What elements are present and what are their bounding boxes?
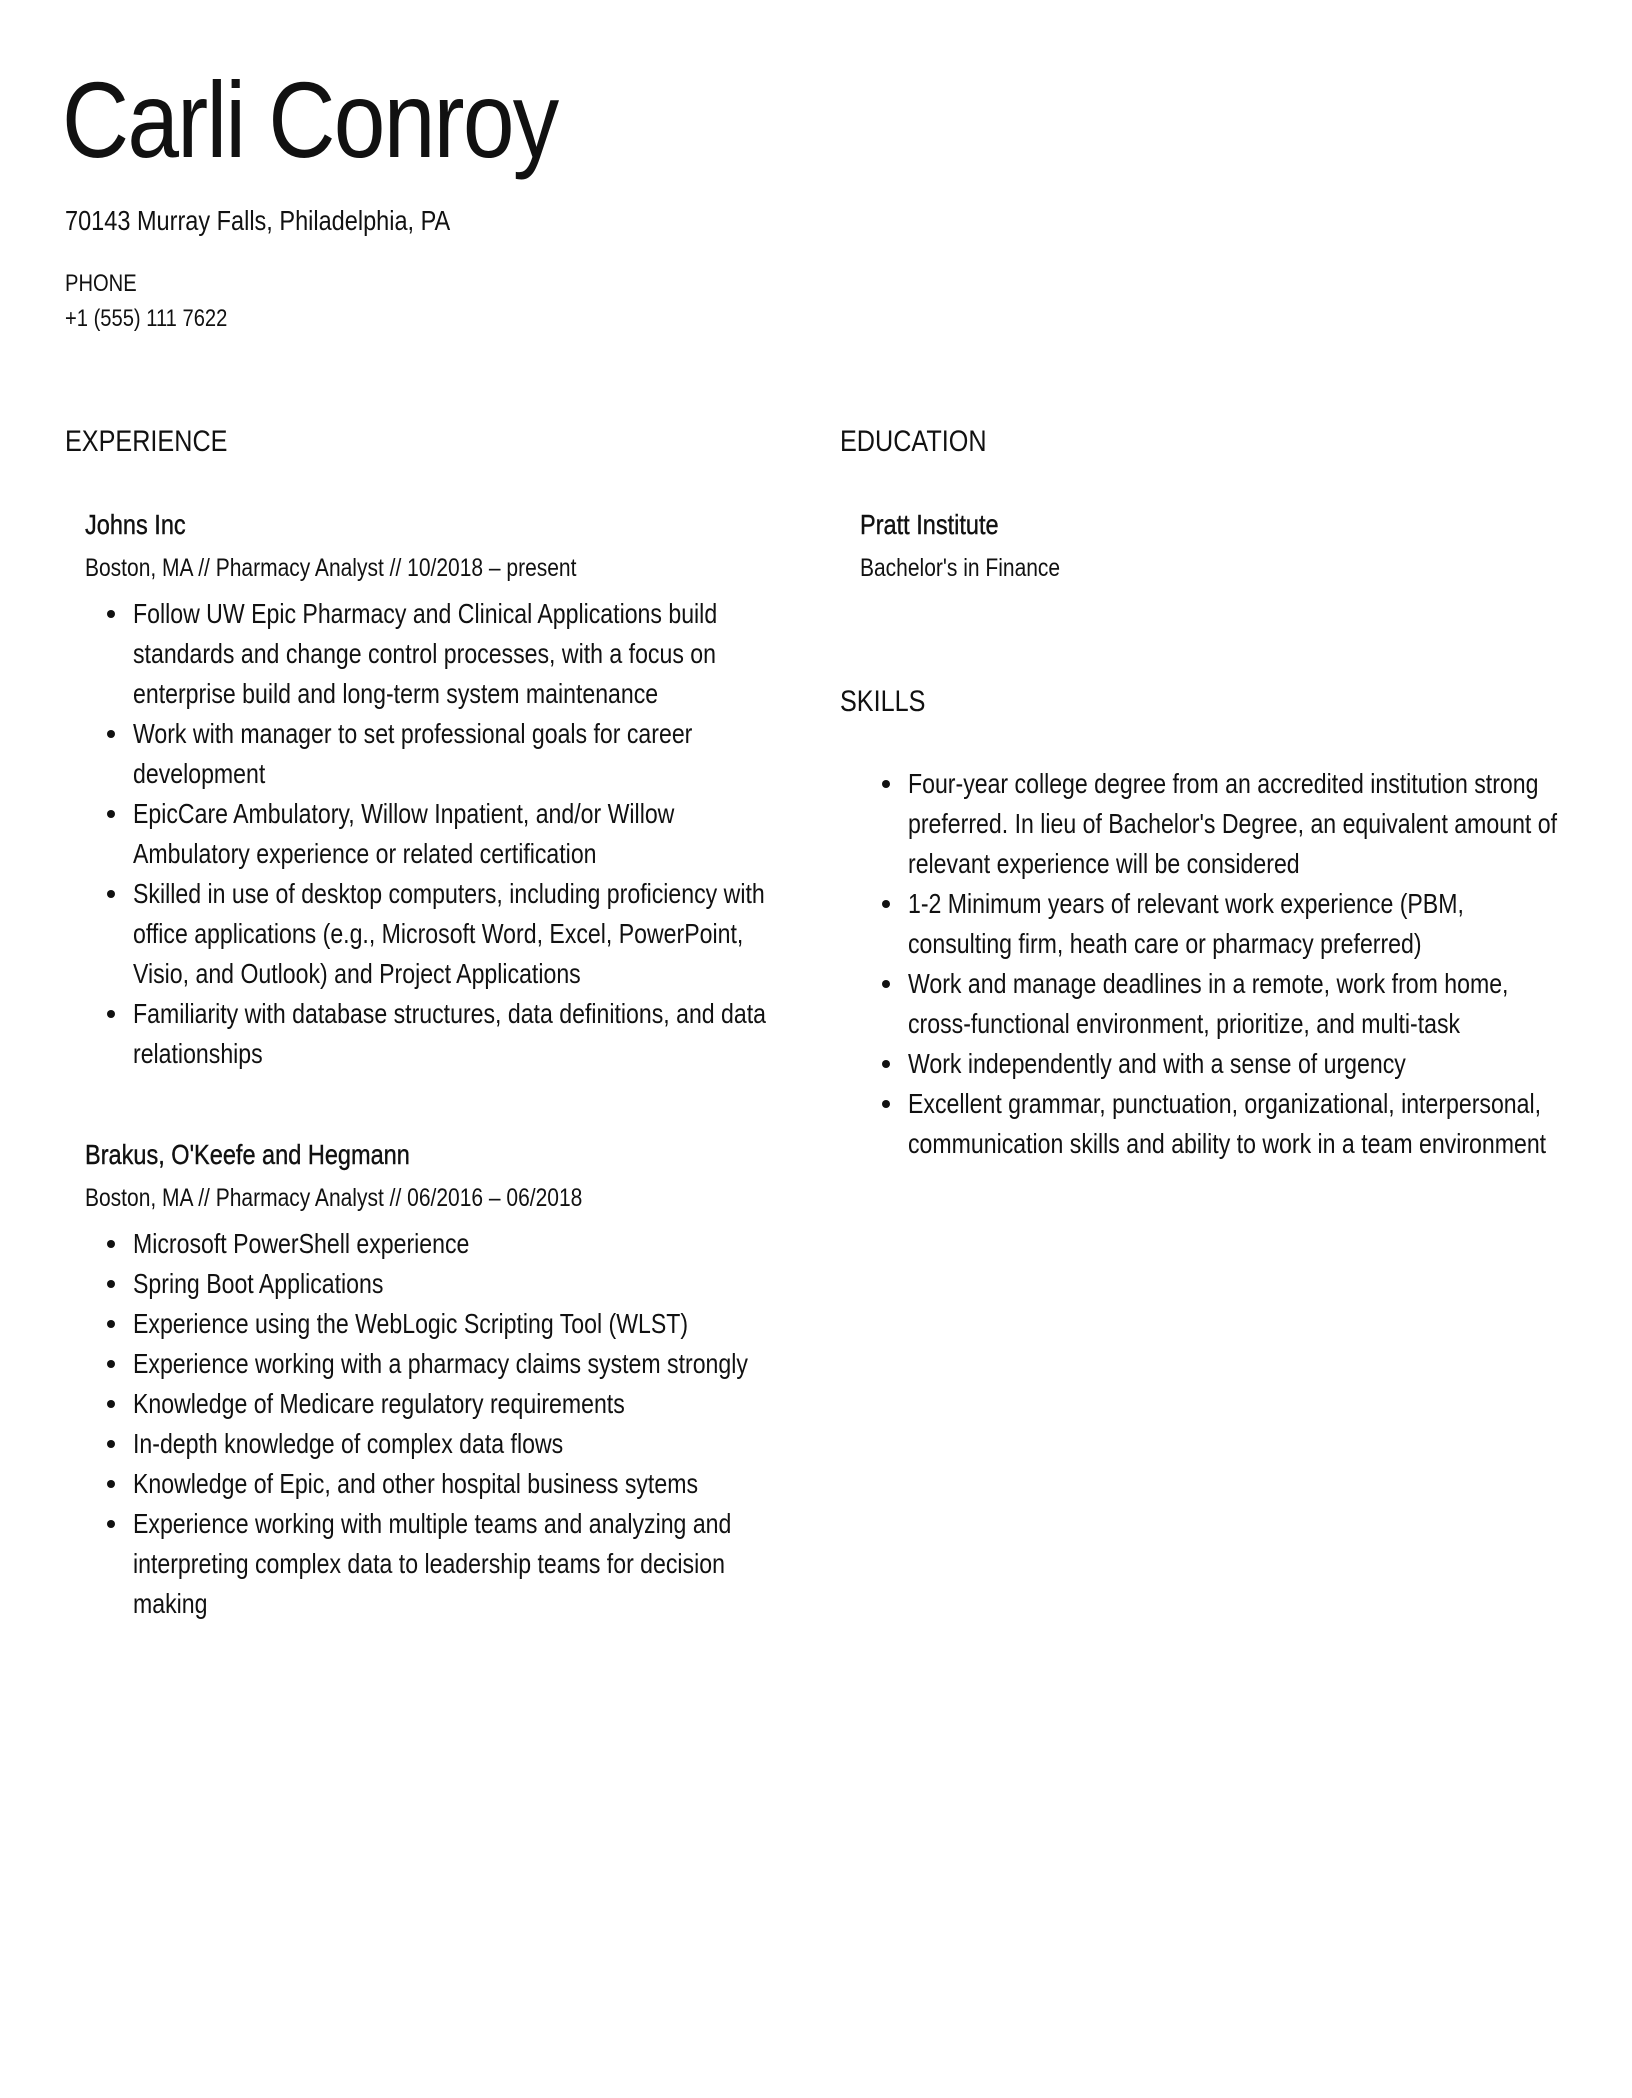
bullet-item: Work with manager to set professional goals for career development — [133, 714, 795, 794]
bullet-icon — [107, 610, 115, 618]
bullet-item: Follow UW Epic Pharmacy and Clinical Applications build standards and change control processes, with a focus on enterprise build and long-term system maintenance — [133, 594, 795, 714]
bullet-item: In-depth knowledge of complex data flows — [133, 1424, 795, 1464]
candidate-name: Carli Conroy — [62, 59, 558, 180]
job-company: Brakus, O'Keefe and Hegmann — [85, 1139, 410, 1170]
bullet-icon — [882, 780, 890, 788]
skills-list — [908, 764, 1568, 1164]
bullet-item: Knowledge of Medicare regulatory requirements — [133, 1384, 795, 1424]
bullet-item: Skilled in use of desktop computers, including proficiency with office applications (e.g., Microsoft Word, Excel, PowerPoint, Visio, and Outlook) and Project Applications — [133, 874, 795, 994]
experience-heading: EXPERIENCE — [65, 425, 228, 458]
bullet-icon — [107, 1400, 115, 1408]
bullet-icon — [107, 1320, 115, 1328]
bullet-icon — [107, 1480, 115, 1488]
job-meta: Boston, MA // Pharmacy Analyst // 06/2016 – 06/2018 — [85, 1184, 583, 1212]
bullet-icon — [107, 1440, 115, 1448]
bullet-item: Experience working with a pharmacy claims system strongly — [133, 1344, 795, 1384]
bullet-icon — [107, 810, 115, 818]
phone-number: +1 (555) 111 7622 — [65, 305, 228, 332]
bullet-icon — [107, 890, 115, 898]
bullet-item: Knowledge of Epic, and other hospital business sytems — [133, 1464, 795, 1504]
skill-item: Four-year college degree from an accredited institution strong preferred. In lieu of Bachelor's Degree, an equivalent amount of relevant experience will be considered — [908, 764, 1568, 884]
job-entry — [85, 508, 795, 1074]
bullet-item: Experience working with multiple teams and analyzing and interpreting complex data to leadership teams for decision making — [133, 1504, 795, 1624]
bullet-icon — [882, 900, 890, 908]
skill-item: Excellent grammar, punctuation, organizational, interpersonal, communication skills and ability to work in a team environment — [908, 1084, 1568, 1164]
phone-label: PHONE — [65, 270, 137, 297]
job-bullets — [133, 1224, 795, 1624]
bullet-item: Familiarity with database structures, data definitions, and data relationships — [133, 994, 795, 1074]
address: 70143 Murray Falls, Philadelphia, PA — [65, 205, 451, 236]
bullet-icon — [882, 1100, 890, 1108]
skill-item: Work independently and with a sense of urgency — [908, 1044, 1568, 1084]
job-entry — [85, 1138, 795, 1624]
bullet-icon — [107, 1280, 115, 1288]
bullet-icon — [882, 1060, 890, 1068]
bullet-icon — [107, 1520, 115, 1528]
skill-item: 1-2 Minimum years of relevant work experience (PBM, consulting firm, heath care or pharmacy preferred) — [908, 884, 1568, 964]
bullet-icon — [107, 730, 115, 738]
education-entry — [860, 508, 1580, 584]
bullet-item: Experience using the WebLogic Scripting Tool (WLST) — [133, 1304, 795, 1344]
bullet-item: EpicCare Ambulatory, Willow Inpatient, and/or Willow Ambulatory experience or related certification — [133, 794, 795, 874]
job-bullets — [133, 594, 795, 1074]
skills-heading: SKILLS — [840, 685, 926, 718]
bullet-icon — [882, 980, 890, 988]
bullet-icon — [107, 1360, 115, 1368]
skill-item: Work and manage deadlines in a remote, work from home, cross-functional environment, prioritize, and multi-task — [908, 964, 1568, 1044]
job-company: Johns Inc — [85, 509, 186, 540]
bullet-icon — [107, 1240, 115, 1248]
bullet-icon — [107, 1010, 115, 1018]
degree: Bachelor's in Finance — [860, 554, 1061, 582]
education-heading: EDUCATION — [840, 425, 987, 458]
bullet-item: Microsoft PowerShell experience — [133, 1224, 795, 1264]
bullet-item: Spring Boot Applications — [133, 1264, 795, 1304]
school-name: Pratt Institute — [860, 509, 999, 540]
job-meta: Boston, MA // Pharmacy Analyst // 10/2018 – present — [85, 554, 577, 582]
